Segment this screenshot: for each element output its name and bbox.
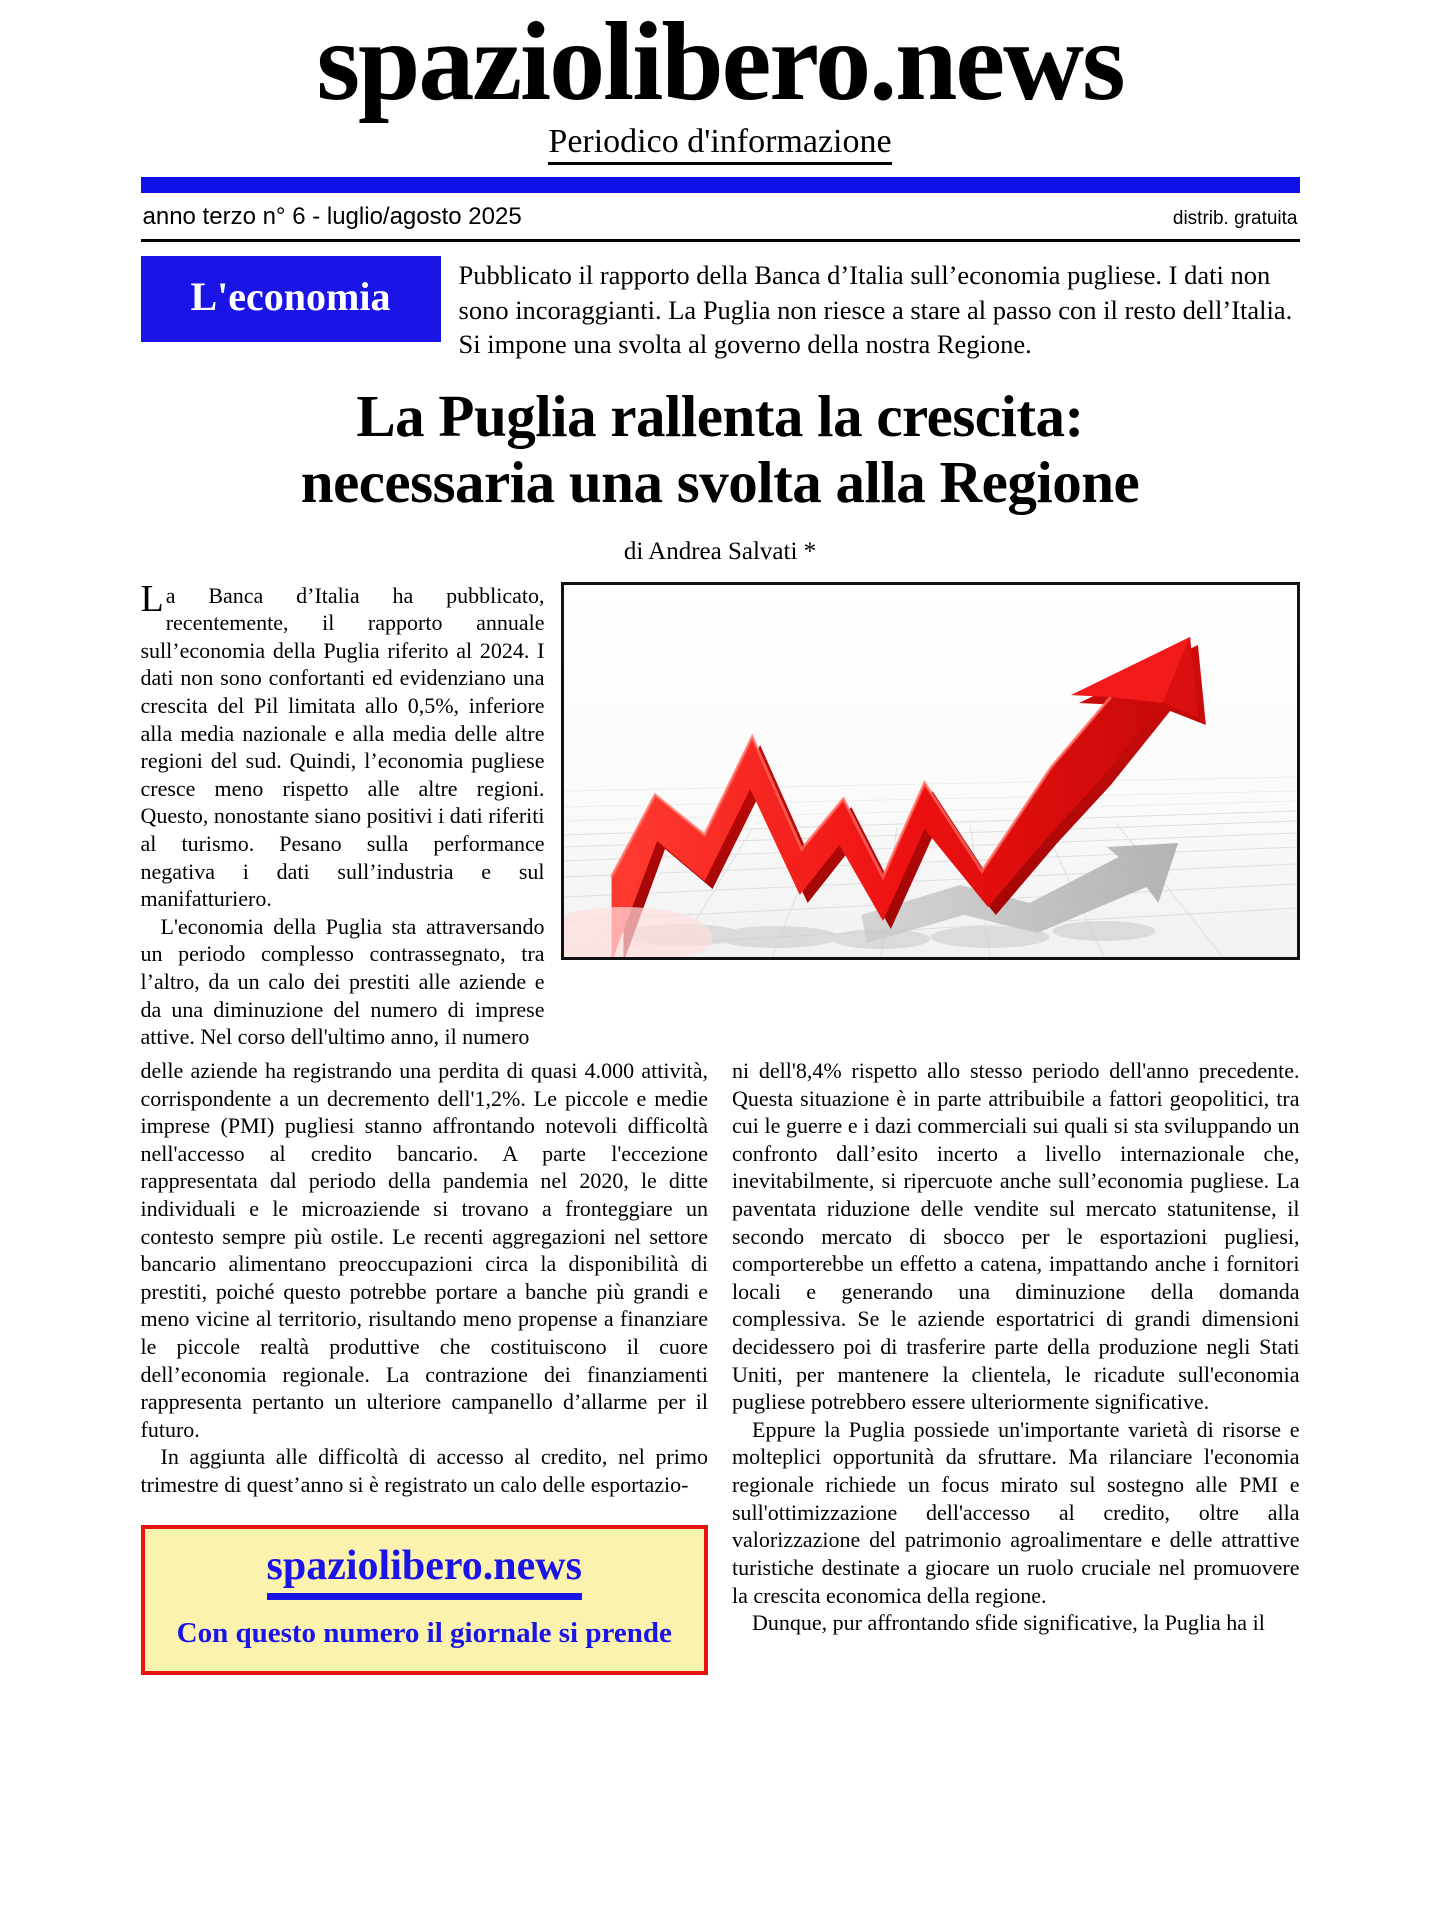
- distribution-label: distrib. gratuita: [1172, 208, 1298, 230]
- article-top-section: [140, 577, 1300, 1051]
- body-paragraph: In aggiunta alle difficoltà di accesso al credito, nel primo trimestre di quest’anno si è registrato un calo delle esportazio-: [140, 1444, 708, 1498]
- body-paragraph: Dunque, pur affrontando sfide significative, la Puglia ha il: [752, 1610, 1265, 1636]
- page-content: [133, 0, 1308, 1675]
- promo-box[interactable]: [141, 1525, 709, 1675]
- masthead-blue-rule: [141, 177, 1300, 193]
- article-summary: Pubblicato il rapporto della Banca d’Italia sull’economia pugliese. I dati non sono incoraggianti. La Puglia non riesce a stare al passo con il resto dell’Italia. Si impone una svolta al governo della nostra Regione.: [458, 260, 1293, 359]
- body-paragraph: Eppure la Puglia possiede un'importante varietà di risorse e molteplici opportunità da sfruttare. Ma rilanciare l'economia regionale richiede un focus mirato sul sostegno alle PMI e sull'ottimizzazione dell'accesso al credito, oltre alla valorizzazione del patrimonio agroalimentare e delle attrattive turistiche destinate a giocare un ruolo cruciale nel promuovere la crescita economica della regione.: [732, 1416, 1300, 1608]
- headline-line-1: La Puglia rallenta la crescita:: [356, 383, 1084, 450]
- headline-line-2: necessaria una svolta alla Regione: [300, 449, 1140, 516]
- issue-label: anno terzo n° 6 - luglio/agosto 2025: [142, 203, 522, 231]
- dateline-black-rule: [141, 239, 1300, 242]
- masthead-title: spaziolibero.news: [316, 0, 1124, 124]
- section-badge-economia[interactable]: L'economia: [141, 256, 441, 342]
- article-figure: [561, 582, 1300, 960]
- body-paragraph: ni dell'8,4% rispetto allo stesso periodo dell'anno precedente. Questa situazione è in parte attribuibile a fattori geopolitici, tra cui le guerre e i dazi commerciali sui quali si sta sviluppando un confronto dall’esito incerto a livello internazionale che, inevitabilmente, si ripercuote anche sull’economia pugliese. La paventata riduzione delle vendite sul mercato statunitense, il secondo mercato di sbocco per le esportazioni pugliesi, comporterebbe un effetto a catena, impattando anche i fornitori locali e generando una diminuzione della domanda complessiva. Se le aziende esportatrici di grandi dimensioni decidessero poi di trasferire parte della produzione negli Stati Uniti, per mantenere la clientela, le ricadute sull'economia pugliese potrebbero essere ulteriormente significative.: [732, 1057, 1300, 1415]
- body-paragraph: delle aziende ha registrando una perdita di quasi 4.000 attività, corrispondente a un decremento dell'1,2%. Le piccole e medie imprese (PMI) pugliesi stanno affrontando notevoli difficoltà nell'accesso al credito bancario. A parte l'eccezione rappresentata dal periodo della pandemia nel 2020, le ditte individuali e le microaziende si trovano a fronteggiare un contesto sempre più ostile. Le recenti aggregazioni nel settore bancario alimentano preoccupazioni circa la disponibilità di prestiti, poiché questo potrebbe portare a banche più grandi e meno vicine al territorio, risultando meno propense a finanziare le piccole realtà produttive che costituiscono il cuore dell’economia regionale. La contrazione dei finanziamenti rappresenta pertanto un ulteriore campanello d’allarme per il futuro.: [140, 1057, 708, 1442]
- growth-arrow-illustration: [564, 585, 1297, 957]
- masthead: [141, 0, 1300, 193]
- body-column-right: [732, 1057, 1300, 1675]
- promo-text: Con questo numero il giornale si prende: [176, 1616, 672, 1649]
- promo-title[interactable]: spaziolibero.news: [267, 1545, 582, 1600]
- lead-paragraph: La Banca d’Italia ha pubblicato, recentemente, il rapporto annuale sull’economia della Puglia riferito al 2024. I dati non sono confortanti ed evidenziano una crescita del Pil limitata allo 0,5%, inferiore alla media nazionale e alla media delle altre regioni del sud. Quindi, l’economia pugliese cresce meno rispetto alle altre regioni. Questo, nonostante siano positivi i dati riferiti al turismo. Pesano sulla performance negativa i dati sull’industria e sul manifatturiero.: [140, 577, 545, 912]
- lead-column: [140, 577, 561, 1051]
- body-column-left: [141, 1057, 709, 1675]
- masthead-subtitle: Periodico d'informazione: [548, 122, 891, 165]
- kicker-row: [141, 256, 1300, 361]
- headline: [141, 383, 1300, 515]
- article-body-two-column: [141, 1057, 1300, 1675]
- byline: di Andrea Salvati *: [623, 537, 817, 565]
- dateline-bar: [141, 193, 1300, 239]
- lead-paragraph-2: L'economia della Puglia sta attraversando un periodo complesso contrassegnato, tra l’altro, da un calo dei prestiti alle aziende e da una diminuzione del numero di imprese attive. Nel corso dell'ultimo anno, il numero: [140, 913, 545, 1050]
